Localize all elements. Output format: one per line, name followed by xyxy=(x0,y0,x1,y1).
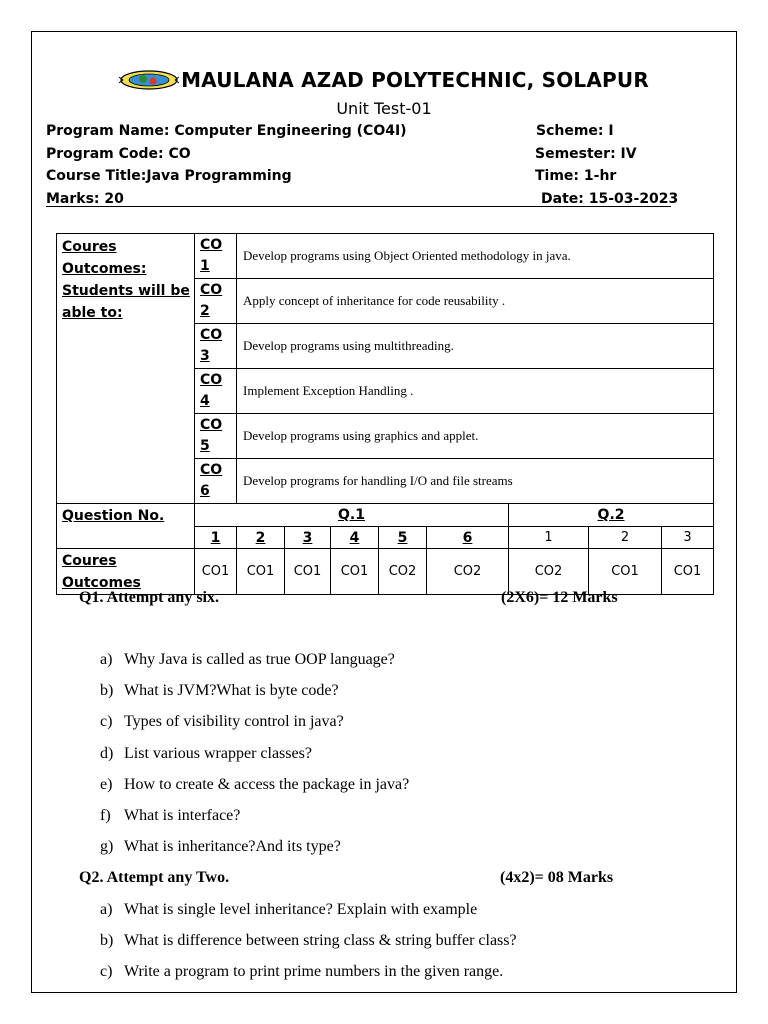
q1-item: f) What is interface? xyxy=(100,807,241,824)
q1-number: 1 xyxy=(195,527,237,549)
outcomes-label: Coures Outcomes xyxy=(57,549,195,595)
co-label-line4: able to: xyxy=(62,305,123,321)
q1-outcome: CO1 xyxy=(195,549,237,595)
q1-outcome: CO1 xyxy=(285,549,331,595)
course-title: Course Title:Java Programming xyxy=(46,168,292,184)
q1-item: b) What is JVM?What is byte code? xyxy=(100,682,339,699)
q1-number: 4 xyxy=(331,527,379,549)
q1-marks: (2X6)= 12 Marks xyxy=(501,589,618,606)
co-description: Develop programs for handling I/O and file streams xyxy=(237,459,714,504)
q1-number: 6 xyxy=(427,527,509,549)
q2-item: b) What is difference between string class & string buffer class? xyxy=(100,932,517,949)
q1-item: c) Types of visibility control in java? xyxy=(100,713,344,730)
q1-outcome: CO2 xyxy=(427,549,509,595)
co-description: Apply concept of inheritance for code reusability . xyxy=(237,279,714,324)
q1-number: 3 xyxy=(285,527,331,549)
institute-name: MAULANA AZAD POLYTECHNIC, SOLAPUR xyxy=(181,68,649,92)
q1-number: 5 xyxy=(379,527,427,549)
institute-title xyxy=(0,68,768,96)
header-rule xyxy=(46,206,671,207)
test-title: Unit Test-01 xyxy=(336,99,432,118)
q2-item: a) What is single level inheritance? Explain with example xyxy=(100,901,478,918)
program-code: Program Code: CO xyxy=(46,146,191,162)
q2-number: 3 xyxy=(662,527,714,549)
q1-outcome: CO2 xyxy=(379,549,427,595)
q2-outcome: CO1 xyxy=(589,549,662,595)
date: Date: 15-03-2023 xyxy=(541,191,679,207)
co-code: CO 6 xyxy=(195,459,237,504)
q1-outcome: CO1 xyxy=(237,549,285,595)
co-description: Develop programs using Object Oriented methodology in java. xyxy=(237,234,714,279)
q1-title: Q1. Attempt any six. xyxy=(79,589,219,606)
program-name: Program Name: Computer Engineering (CO4I) xyxy=(46,123,407,139)
co-code: CO 5 xyxy=(195,414,237,459)
co-description: Develop programs using multithreading. xyxy=(237,324,714,369)
scheme: Scheme: I xyxy=(536,123,614,139)
course-outcomes-table xyxy=(56,233,714,595)
co-description: Implement Exception Handling . xyxy=(237,369,714,414)
co-description: Develop programs using graphics and applet. xyxy=(237,414,714,459)
co-code: CO 4 xyxy=(195,369,237,414)
q2-item: c) Write a program to print prime numbers in the given range. xyxy=(100,963,504,980)
q1-item: e) How to create & access the package in java? xyxy=(100,776,410,793)
q1-number: 2 xyxy=(237,527,285,549)
co-label-line1: Coures xyxy=(62,239,117,255)
co-code: CO 3 xyxy=(195,324,237,369)
time: Time: 1-hr xyxy=(535,168,617,184)
college-logo-icon xyxy=(119,69,179,96)
q2-number: 2 xyxy=(589,527,662,549)
q2-number: 1 xyxy=(509,527,589,549)
co-label-cell xyxy=(57,234,195,504)
q2-title: Q2. Attempt any Two. xyxy=(79,869,230,886)
co-label-line2: Outcomes: xyxy=(62,261,147,277)
co-code: CO 1 xyxy=(195,234,237,279)
q1-item: a) Why Java is called as true OOP language? xyxy=(100,651,395,668)
question-no-label: Question No. xyxy=(57,504,195,549)
q2-marks: (4x2)= 08 Marks xyxy=(500,869,614,886)
semester: Semester: IV xyxy=(535,146,637,162)
q2-header: Q.2 xyxy=(509,504,714,527)
q1-header: Q.1 xyxy=(195,504,509,527)
co-label-line3: Students will be xyxy=(62,283,190,299)
marks: Marks: 20 xyxy=(46,191,124,207)
q2-outcome: CO1 xyxy=(662,549,714,595)
q1-outcome: CO1 xyxy=(331,549,379,595)
q2-outcome: CO2 xyxy=(509,549,589,595)
q1-item: g) What is inheritance?And its type? xyxy=(100,838,341,855)
q1-item: d) List various wrapper classes? xyxy=(100,745,312,762)
co-code: CO 2 xyxy=(195,279,237,324)
